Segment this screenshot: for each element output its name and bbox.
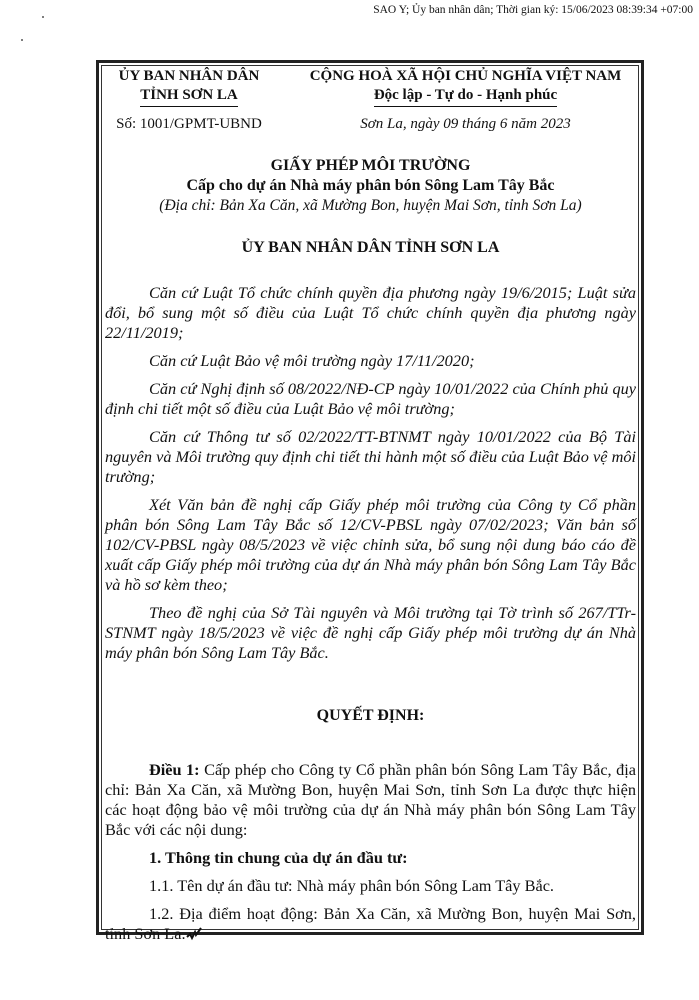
document-number: Số: 1001/GPMT-UBND: [116, 116, 262, 132]
section-1-heading: 1. Thông tin chung của dự án đầu tư:: [149, 848, 408, 867]
preamble-paragraph: Căn cứ Thông tư số 02/2022/TT-BTNMT ngày 10/01/2022 của Bộ Tài nguyên và Môi trường quy định chi tiết thi hành một số điều của Luật Bảo vệ môi trường;: [105, 427, 636, 486]
initial-mark-icon: [186, 927, 202, 941]
preamble-paragraph: Căn cứ Luật Tổ chức chính quyền địa phương ngày 19/6/2015; Luật sửa đổi, bổ sung một số điều của Luật Tổ chức chính quyền địa phương ngày 22/11/2019;: [105, 283, 636, 342]
preamble-paragraph: Xét Văn bản đề nghị cấp Giấy phép môi trường của Công ty Cổ phần phân bón Sông Lam Tây Bắc số 12/CV-PBSL ngày 07/02/2023; Văn bản số 102/CV-PBSL ngày 08/5/2023 về việc chỉnh sửa, bổ sung nội dung báo cáo đề xuất cấp Giấy phép môi trường của dự án Nhà máy phân bón Sông Lam Tây Bắc và hồ sơ kèm theo;: [105, 495, 636, 594]
digital-signature-stamp: SAO Y; Ủy ban nhân dân; Thời gian ký: 15/06/2023 08:39:34 +07:00: [373, 4, 693, 16]
article-1-text: Cấp phép cho Công ty Cổ phần phân bón Sông Lam Tây Bắc, địa chỉ: Bản Xa Căn, xã Mường Bon, huyện Mai Sơn, tỉnh Sơn La được thực hiện các hoạt động bảo vệ môi trường của dự án Nhà máy phân bón Sông Lam Tây Bắc với các nội dung:: [105, 760, 636, 839]
national-motto-block: [293, 64, 638, 134]
preamble-paragraph: Căn cứ Luật Bảo vệ môi trường ngày 17/11/2020;: [149, 351, 475, 370]
scan-speck: [42, 16, 44, 18]
agency-block: [103, 64, 275, 134]
document-title-block: [103, 156, 638, 216]
decision-heading: QUYẾT ĐỊNH:: [316, 707, 425, 724]
nation-motto: [293, 86, 638, 107]
preamble-paragraph: Theo đề nghị của Sở Tài nguyên và Môi trường tại Tờ trình số 267/TTr-STNMT ngày 18/5/2023 về việc đề nghị cấp Giấy phép môi trường dự án Nhà máy phân bón Sông Lam Tây Bắc.: [105, 603, 636, 662]
section-1-item-2: [105, 904, 636, 944]
document-body: [103, 64, 638, 944]
agency-province-text: TỈNH SƠN LA: [140, 86, 238, 107]
nation-title: CỘNG HOÀ XÃ HỘI CHỦ NGHĨA VIỆT NAM: [309, 68, 622, 84]
agency-province: [103, 86, 275, 107]
preamble-paragraph: Căn cứ Nghị định số 08/2022/NĐ-CP ngày 10/01/2022 của Chính phủ quy định chi tiết một số điều của Luật Bảo vệ môi trường;: [105, 379, 636, 418]
scan-speck: [21, 39, 23, 41]
article-1: [105, 760, 636, 840]
issuing-authority: ỦY BAN NHÂN DÂN TỈNH SƠN LA: [241, 239, 500, 256]
document-title: GIẤY PHÉP MÔI TRƯỜNG: [270, 157, 471, 174]
section-1-item-1: 1.1. Tên dự án đầu tư: Nhà máy phân bón Sông Lam Tây Bắc.: [149, 876, 555, 895]
agency-name: ỦY BAN NHÂN DÂN: [118, 68, 260, 84]
section-1-item-2-text: 1.2. Địa điểm hoạt động: Bản Xa Căn, xã Mường Bon, huyện Mai Sơn, tỉnh Sơn La.: [105, 904, 636, 943]
place-date: Sơn La, ngày 09 tháng 6 năm 2023: [360, 116, 571, 132]
article-1-label: Điều 1:: [149, 760, 200, 779]
document-subtitle: Cấp cho dự án Nhà máy phân bón Sông Lam Tây Bắc: [186, 177, 555, 194]
document-header: [103, 64, 638, 134]
nation-motto-text: Độc lập - Tự do - Hạnh phúc: [374, 86, 557, 107]
project-address: (Địa chỉ: Bản Xa Căn, xã Mường Bon, huyện Mai Sơn, tỉnh Sơn La): [159, 197, 582, 214]
